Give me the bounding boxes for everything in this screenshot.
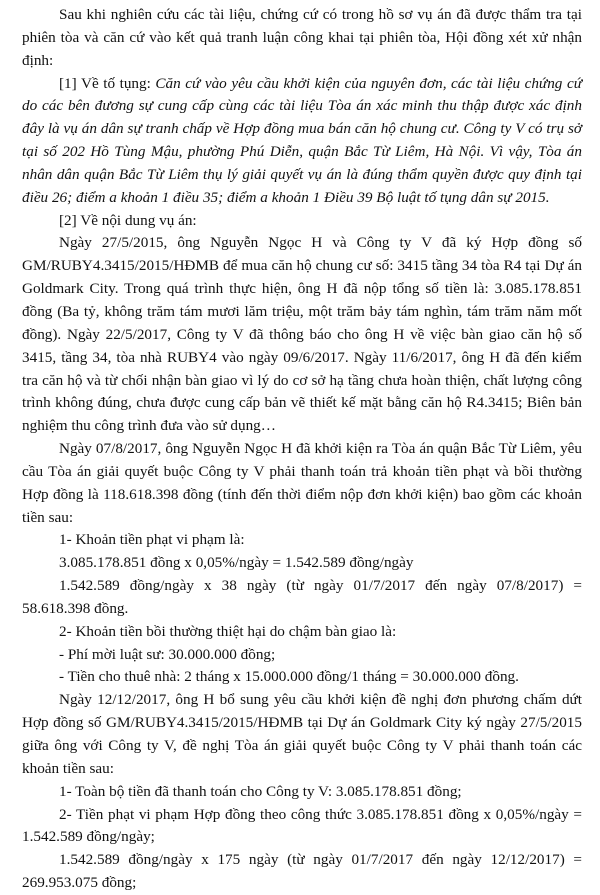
supplement-paragraph: Ngày 12/12/2017, ông H bổ sung yêu cầu khởi kiện đề nghị đơn phương chấm dứt Hợp đồng số GM/RUBY4.3415/2015/HĐMB tại Dự án Goldmark City ký ngày 27/5/2015 giữa ông với Công ty V, đề nghị Tòa án giải quyết buộc Công ty V phải thanh toán các khoản tiền sau:: [22, 691, 582, 777]
section-content-heading: [2] Về nội dung vụ án:: [59, 211, 197, 229]
section-procedure-paragraph: [22, 73, 582, 210]
lawsuit-paragraph: Ngày 07/8/2017, ông Nguyễn Ngọc H đã khởi kiện ra Tòa án quận Bắc Từ Liêm, yêu cầu Tòa án giải quyết buộc Công ty V phải thanh toán trả khoản tiền phạt và bồi thường Hợp đồng là 118.618.398 đồng (tính đến thời điểm nộp đơn khởi kiện) bao gồm các khoản tiền sau:: [22, 440, 582, 526]
compensation-heading: 2- Khoản tiền bồi thường thiệt hại do chậm bàn giao là:: [59, 622, 397, 640]
penalty-formula: 3.085.178.851 đồng x 0,05%/ngày = 1.542.589 đồng/ngày: [59, 554, 414, 572]
document-page: [22, 4, 582, 895]
intro-paragraph: Sau khi nghiên cứu các tài liệu, chứng cứ có trong hồ sơ vụ án đã được thẩm tra tại phiên tòa và căn cứ vào kết quả tranh luận công khai tại phiên tòa, Hội đồng xét xử nhận định:: [22, 6, 582, 69]
penalty-heading: 1- Khoản tiền phạt vi phạm là:: [59, 531, 245, 549]
contract-penalty-calculation: 1.542.589 đồng/ngày x 175 ngày (từ ngày 01/7/2017 đến ngày 12/12/2017) = 269.953.075 đồng;: [22, 851, 582, 892]
section-procedure-label: [1] Về tố tụng:: [59, 74, 151, 92]
contract-penalty-item: 2- Tiền phạt vi phạm Hợp đồng theo công thức 3.085.178.851 đồng x 0,05%/ngày = 1.542.589 đồng/ngày;: [22, 805, 582, 846]
refund-item: 1- Toàn bộ tiền đã thanh toán cho Công ty V: 3.085.178.851 đồng;: [59, 782, 462, 800]
rent-item: - Tiền cho thuê nhà: 2 tháng x 15.000.000 đồng/1 tháng = 30.000.000 đồng.: [59, 668, 519, 686]
lawyer-fee-item: - Phí mời luật sư: 30.000.000 đồng;: [59, 645, 276, 663]
contract-paragraph: Ngày 27/5/2015, ông Nguyễn Ngọc H và Công ty V đã ký Hợp đồng số GM/RUBY4.3415/2015/HĐMB để mua căn hộ chung cư số: 3415 tầng 34 tòa R4 tại Dự án Goldmark City. Trong quá trình thực hiện, ông H đã nộp tổng số tiền là: 3.085.178.851 đồng (Ba tỷ, không trăm tám mươi lăm triệu, một trăm bảy tám nghìn, tám trăm năm mốt đồng). Ngày 22/5/2017, Công ty V đã thông báo cho ông H về việc bàn giao căn hộ số 3415, tầng 34, tòa nhà RUBY4 vào ngày 09/6/2017. Ngày 11/6/2017, ông H đã đến kiểm tra căn hộ và từ chối nhận bàn giao vì lý do cơ sở hạ tầng chưa hoàn thiện, chất lượng công trình không đúng, chưa được cung cấp bản vẽ thiết kế mặt bằng căn hộ R4.3415; Biên bản nghiệm thu công trình đưa vào sử dụng…: [22, 234, 582, 435]
penalty-calculation: 1.542.589 đồng/ngày x 38 ngày (từ ngày 01/7/2017 đến ngày 07/8/2017) = 58.618.398 đồng.: [22, 577, 582, 617]
section-procedure-body: Căn cứ vào yêu cầu khởi kiện của nguyên đơn, các tài liệu chứng cứ do các bên đương sự cung cấp cùng các tài liệu Tòa án xác minh thu thập được xác định đây là vụ án dân sự tranh chấp về Hợp đồng mua bán căn hộ chung cư. Công ty V có trụ sở tại số 202 Hồ Tùng Mậu, phường Phú Diễn, quận Bắc Từ Liêm, Hà Nội. Vì vậy, Tòa án nhân dân quận Bắc Từ Liêm thụ lý giải quyết vụ án là đúng thẩm quyền được quy định tại điều 26; điểm a khoản 1 điều 35; điểm a khoản 1 Điều 39 Bộ luật tố tụng dân sự 2015.: [22, 74, 582, 206]
